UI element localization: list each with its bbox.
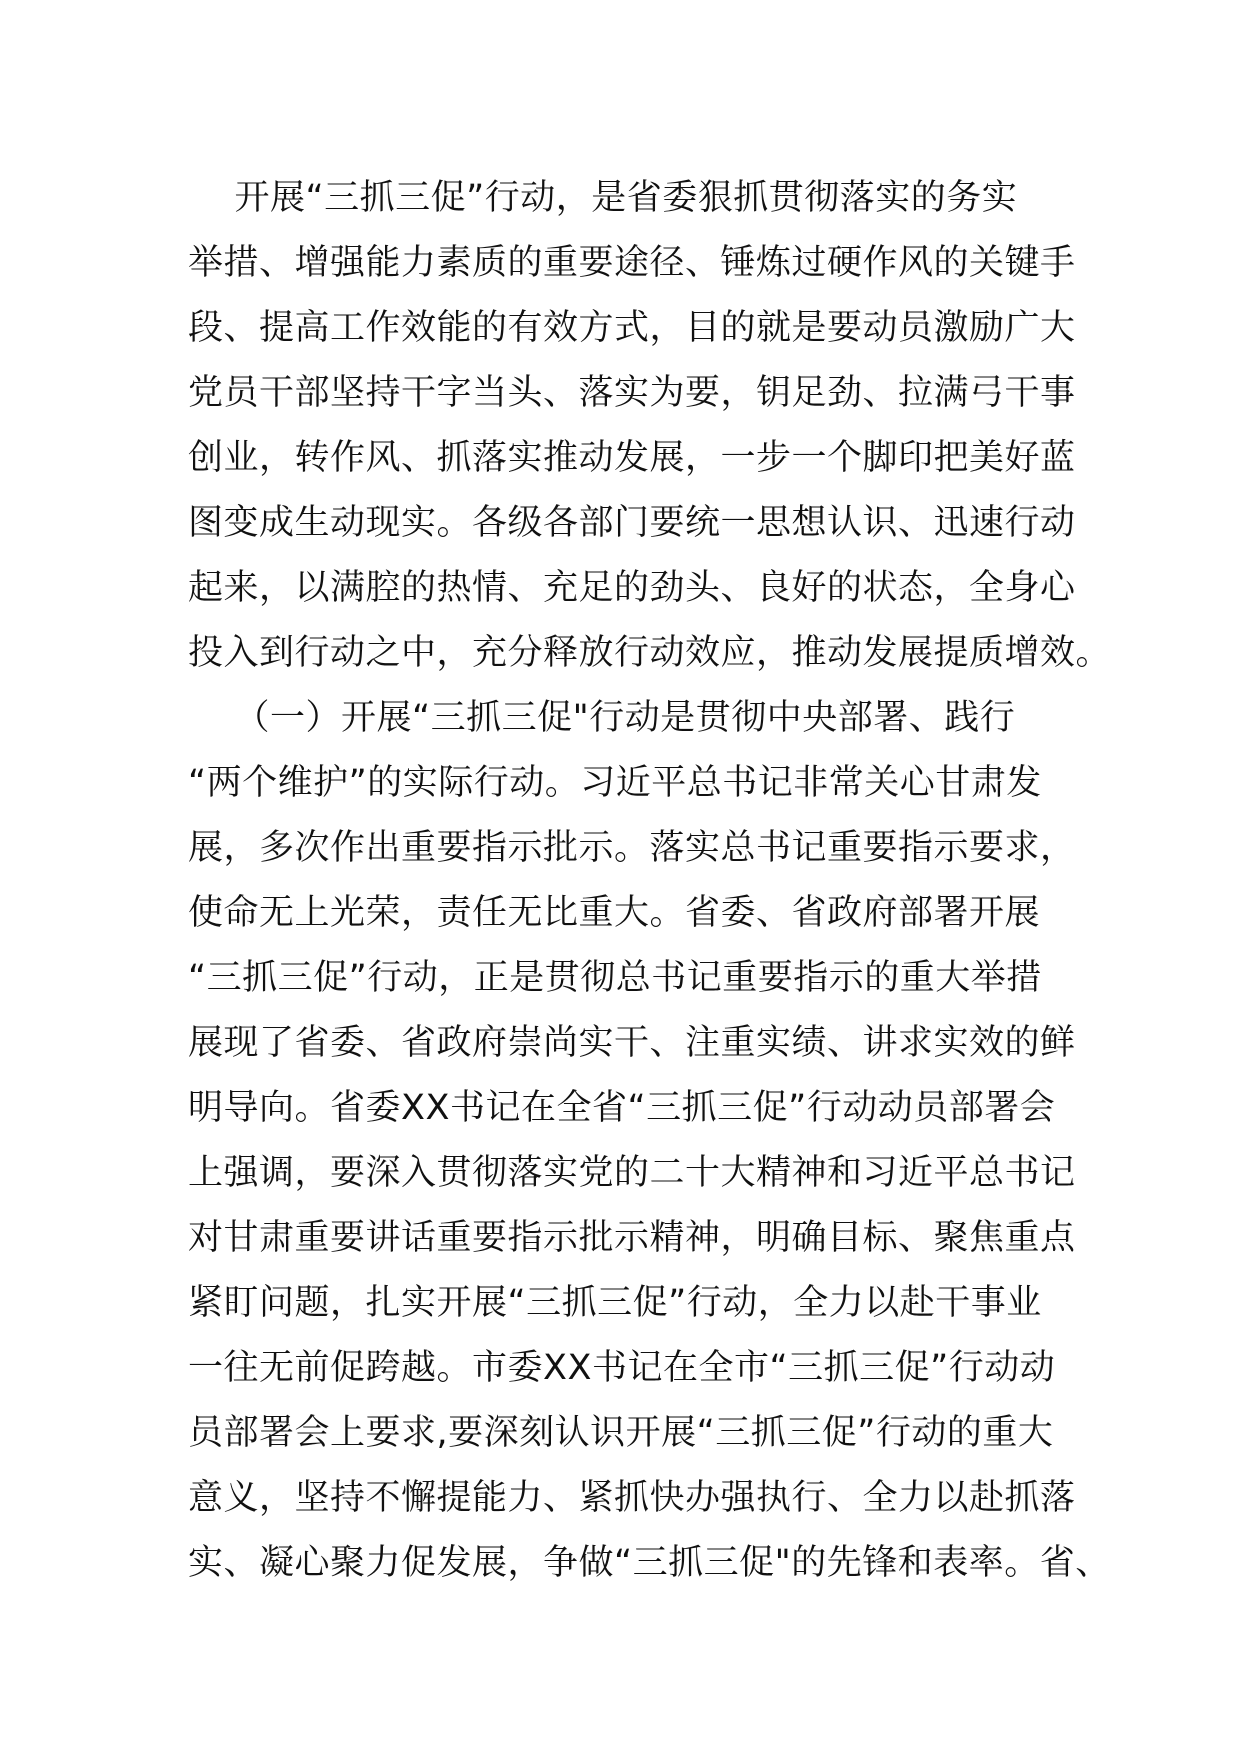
text-line: 党员干部坚持干字当头、落实为要，钥足劲、拉满弓干事 <box>188 373 1076 413</box>
text-line: 段、提高工作效能的有效方式，目的就是要动员激励广大 <box>188 308 1076 348</box>
text-line: 起来，以满腔的热情、充足的劲头、良好的状态，全身心 <box>188 568 1076 608</box>
text-line: 紧盯问题，扎实开展“三抓三促”行动，全力以赴干事业 <box>188 1283 1042 1323</box>
text-line: 上强调，要深入贯彻落实党的二十大精神和习近平总书记 <box>188 1153 1076 1193</box>
text-line: 对甘肃重要讲话重要指示批示精神，明确目标、聚焦重点 <box>188 1218 1076 1258</box>
text-line: 实、凝心聚力促发展，争做“三抓三促"的先锋和表率。省、 <box>188 1543 1111 1583</box>
text-line: 展，多次作出重要指示批示。落实总书记重要指示要求， <box>188 828 1076 868</box>
text-line: 员部署会上要求,要深刻认识开展“三抓三促”行动的重大 <box>188 1413 1054 1453</box>
text-line: 意义，坚持不懈提能力、紧抓快办强执行、全力以赴抓落 <box>188 1478 1076 1518</box>
text-line: 举措、增强能力素质的重要途径、锤炼过硬作风的关键手 <box>188 243 1076 283</box>
text-line: 开展“三抓三促”行动，是省委狠抓贯彻落实的务实 <box>188 178 1018 218</box>
document-body <box>188 166 1112 1596</box>
text-line: 明导向。省委XX书记在全省“三抓三促”行动动员部署会 <box>188 1088 1056 1128</box>
text-line: “两个维护”的实际行动。习近平总书记非常关心甘肃发 <box>188 763 1042 803</box>
text-line: 使命无上光荣，责任无比重大。省委、省政府部署开展 <box>188 893 1041 933</box>
text-line: 图变成生动现实。各级各部门要统一思想认识、迅速行动 <box>188 503 1076 543</box>
text-line: “三抓三促”行动，正是贯彻总书记重要指示的重大举措 <box>188 958 1042 998</box>
text-line: 展现了省委、省政府崇尚实干、注重实绩、讲求实效的鲜 <box>188 1023 1076 1063</box>
text-line: 投入到行动之中，充分释放行动效应，推动发展提质增效。 <box>188 633 1112 673</box>
text-line: 创业，转作风、抓落实推动发展，一步一个脚印把美好蓝 <box>188 438 1076 478</box>
text-line: 一往无前促跨越。市委XX书记在全市“三抓三促”行动动 <box>188 1348 1056 1388</box>
text-line: （一）开展“三抓三促"行动是贯彻中央部署、践行 <box>188 698 1016 738</box>
